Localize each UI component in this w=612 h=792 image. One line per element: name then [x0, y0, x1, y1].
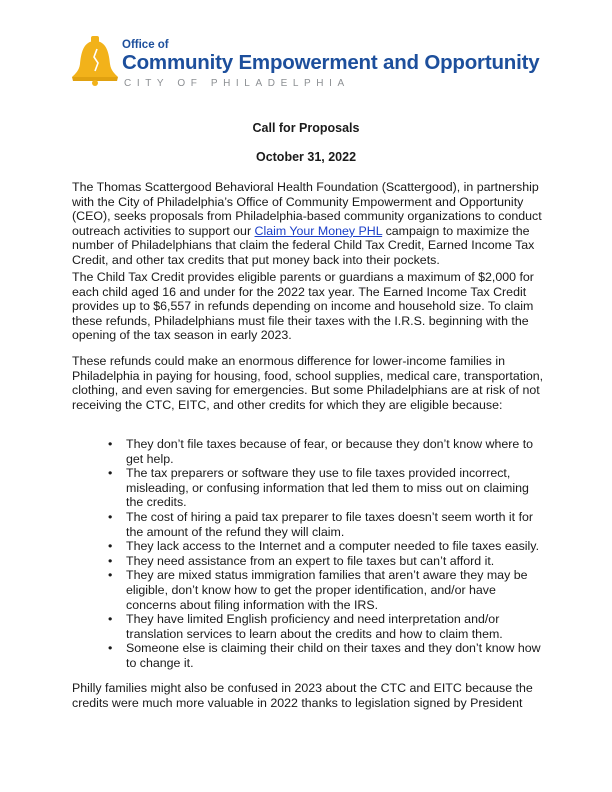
list-item: • They need assistance from an expert to file taxes but can’t afford it.	[72, 554, 542, 569]
list-item: • The tax preparers or software they use to file taxes provided incorrect, misleading, or confusing information that led them to miss out on claiming the credits.	[72, 466, 542, 510]
logo-org-name: Community Empowerment and Opportunity	[122, 51, 540, 74]
list-item: • The cost of hiring a paid tax preparer to file taxes doesn’t seem worth it for the amount of the refund they will claim.	[72, 510, 542, 539]
list-item: • Someone else is claiming their child on their taxes and they don’t know how to change it.	[72, 641, 542, 670]
list-item: • They have limited English proficiency and need interpretation and/or translation services to learn about the credits and how to claim them.	[72, 612, 542, 641]
list-item: • They lack access to the Internet and a computer needed to file taxes easily.	[72, 539, 542, 554]
reasons-list	[72, 437, 542, 671]
document-date: October 31, 2022	[255, 150, 357, 164]
claim-your-money-phl-link[interactable]: Claim Your Money PHL	[254, 223, 383, 238]
closing-paragraph: Philly families might also be confused in 2023 about the CTC and EITC because the credits were much more valuable in 2022 thanks to legislation signed by President	[72, 681, 533, 710]
list-item: • They are mixed status immigration families that aren’t aware they may be eligible, don’t know how to get the proper identification, and/or have concerns about filing information with the IRS.	[72, 568, 542, 612]
ceo-logo	[70, 34, 550, 94]
logo-city-name: CITY OF PHILADELPHIA	[124, 78, 350, 89]
tax-credit-paragraph: The Child Tax Credit provides eligible parents or guardians a maximum of $2,000 for each child aged 16 and under for the 2022 tax year. The Earned Income Tax Credit provides up to $6,557 in refunds depending on income and household size. To claim these refunds, Philadelphians must file their taxes with the I.R.S. beginning with the opening of the tax season in early 2023.	[72, 270, 534, 343]
list-item: • They don’t file taxes because of fear, or because they don’t know where to get help.	[72, 437, 542, 466]
intro-text-after-link: campaign to maximize the number of Philadelphians that claim the federal Child Tax Credit, Earned Income Tax Credit, and other tax credits that put money back into their pockets.	[72, 223, 535, 267]
document-title: Call for Proposals	[252, 121, 360, 135]
liberty-bell-icon	[70, 34, 120, 86]
logo-office-of: Office of	[122, 39, 169, 51]
risk-paragraph: These refunds could make an enormous difference for lower-income families in Philadelphia in paying for housing, food, school supplies, medical care, transportation, clothing, and even saving for emergencies. But some Philadelphians are at risk of not receiving the CTC, EITC, and other credits for which they are eligible because:	[72, 354, 544, 412]
intro-text-before-link: The Thomas Scattergood Behavioral Health Foundation (Scattergood), in partnership with the City of Philadelphia’s Office of Community Empowerment and Opportunity (CEO), seeks proposals from Philadelphia-based community organizations to conduct outreach activities to support our	[72, 180, 542, 238]
intro-paragraph	[72, 180, 544, 268]
